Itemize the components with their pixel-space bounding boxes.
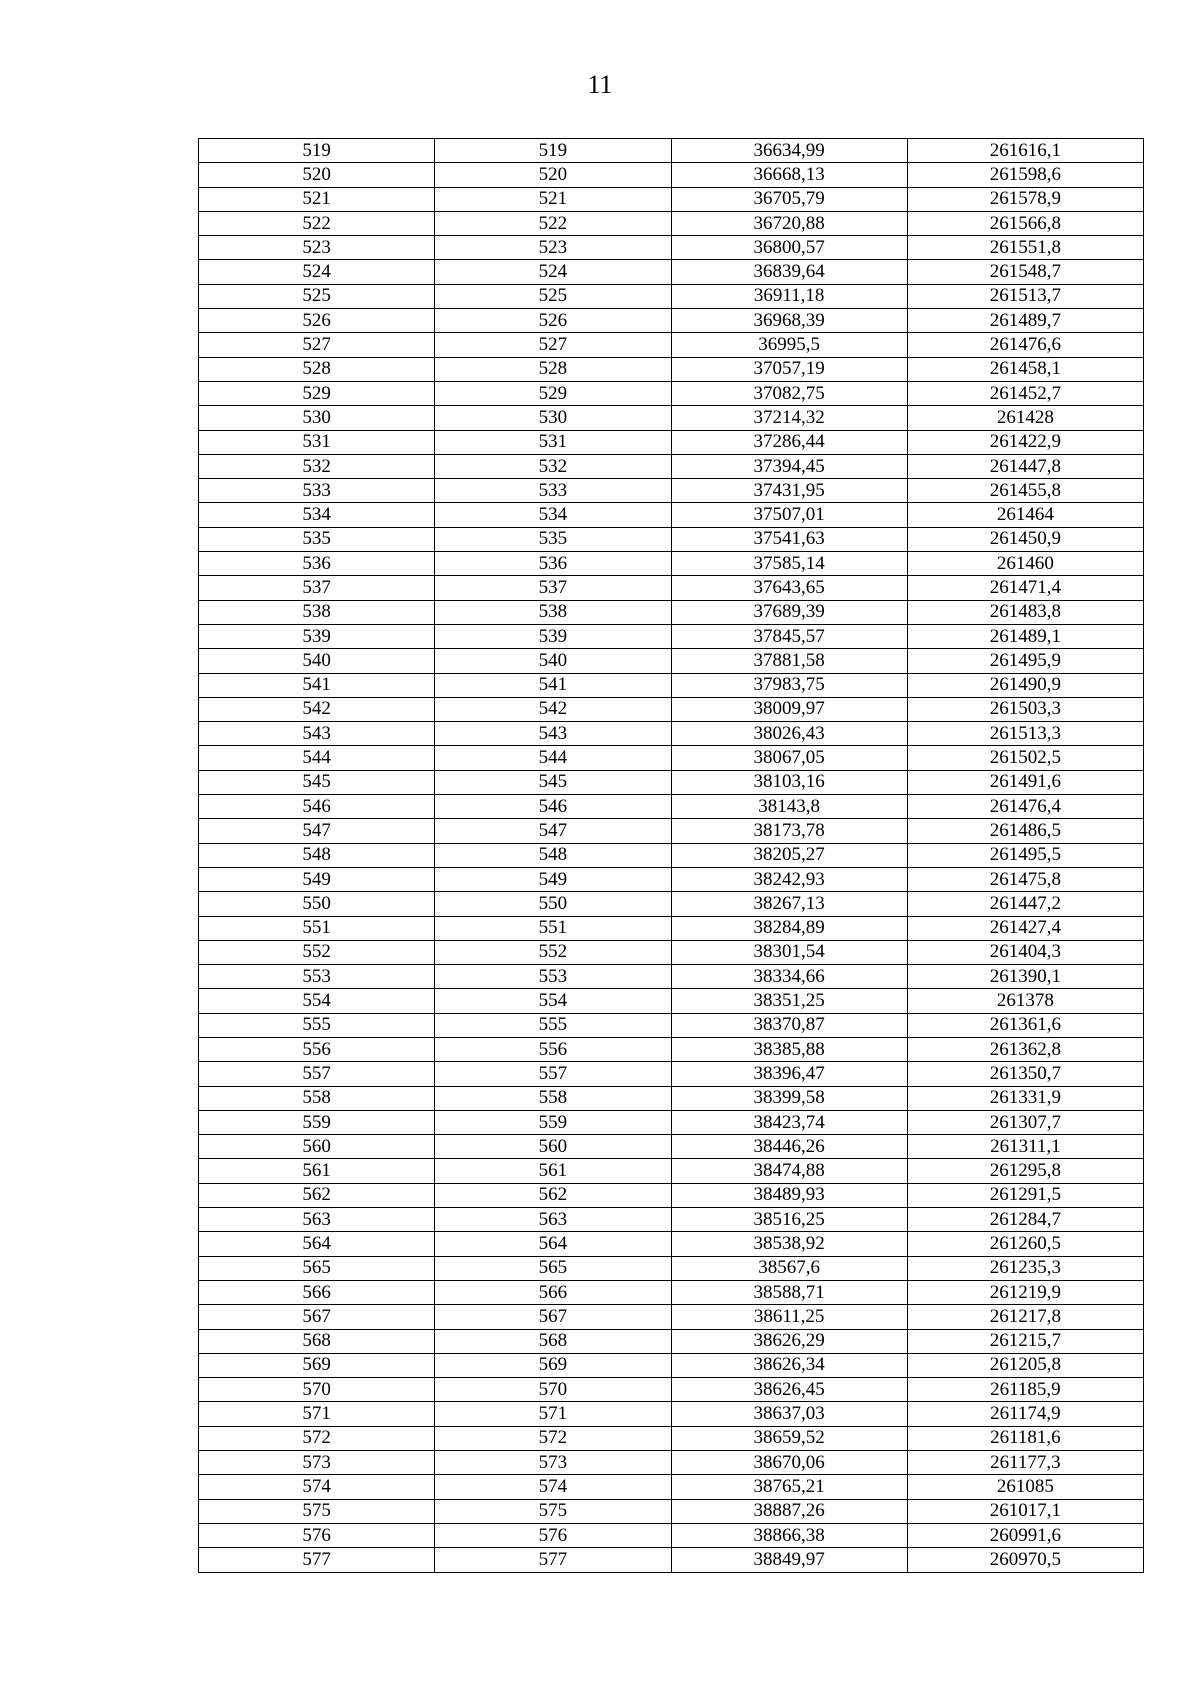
point-id-cell: 547 xyxy=(435,819,671,843)
table-row xyxy=(199,163,1144,187)
point-id-cell: 531 xyxy=(435,430,671,454)
x-coordinate-cell: 37983,75 xyxy=(671,673,907,697)
table-row xyxy=(199,867,1144,891)
point-number-cell: 548 xyxy=(199,843,435,867)
y-coordinate-cell: 261017,1 xyxy=(907,1499,1143,1523)
x-coordinate-cell: 38009,97 xyxy=(671,697,907,721)
point-id-cell: 521 xyxy=(435,187,671,211)
x-coordinate-cell: 36720,88 xyxy=(671,211,907,235)
table-row xyxy=(199,406,1144,430)
point-number-cell: 577 xyxy=(199,1548,435,1572)
table-row xyxy=(199,1305,1144,1329)
point-id-cell: 523 xyxy=(435,236,671,260)
point-id-cell: 560 xyxy=(435,1135,671,1159)
y-coordinate-cell: 261489,7 xyxy=(907,309,1143,333)
x-coordinate-cell: 38446,26 xyxy=(671,1135,907,1159)
table-row xyxy=(199,770,1144,794)
y-coordinate-cell: 261235,3 xyxy=(907,1256,1143,1280)
point-id-cell: 574 xyxy=(435,1475,671,1499)
point-id-cell: 554 xyxy=(435,989,671,1013)
point-number-cell: 552 xyxy=(199,940,435,964)
y-coordinate-cell: 261422,9 xyxy=(907,430,1143,454)
point-number-cell: 532 xyxy=(199,454,435,478)
table-row xyxy=(199,1232,1144,1256)
y-coordinate-cell: 261450,9 xyxy=(907,527,1143,551)
y-coordinate-cell: 260970,5 xyxy=(907,1548,1143,1572)
point-id-cell: 559 xyxy=(435,1110,671,1134)
x-coordinate-cell: 36800,57 xyxy=(671,236,907,260)
table-row xyxy=(199,333,1144,357)
point-id-cell: 565 xyxy=(435,1256,671,1280)
point-number-cell: 550 xyxy=(199,892,435,916)
point-number-cell: 571 xyxy=(199,1402,435,1426)
y-coordinate-cell: 261217,8 xyxy=(907,1305,1143,1329)
x-coordinate-cell: 38301,54 xyxy=(671,940,907,964)
point-id-cell: 541 xyxy=(435,673,671,697)
point-number-cell: 544 xyxy=(199,746,435,770)
table-row xyxy=(199,673,1144,697)
x-coordinate-cell: 37286,44 xyxy=(671,430,907,454)
x-coordinate-cell: 37214,32 xyxy=(671,406,907,430)
table-row xyxy=(199,1062,1144,1086)
point-number-cell: 569 xyxy=(199,1353,435,1377)
y-coordinate-cell: 261476,6 xyxy=(907,333,1143,357)
x-coordinate-cell: 36634,99 xyxy=(671,139,907,163)
point-number-cell: 540 xyxy=(199,649,435,673)
point-number-cell: 547 xyxy=(199,819,435,843)
point-id-cell: 555 xyxy=(435,1013,671,1037)
table-row xyxy=(199,649,1144,673)
x-coordinate-cell: 38370,87 xyxy=(671,1013,907,1037)
y-coordinate-cell: 261495,9 xyxy=(907,649,1143,673)
point-id-cell: 546 xyxy=(435,795,671,819)
x-coordinate-cell: 38474,88 xyxy=(671,1159,907,1183)
table-row xyxy=(199,892,1144,916)
point-number-cell: 559 xyxy=(199,1110,435,1134)
table-row xyxy=(199,1086,1144,1110)
y-coordinate-cell: 261548,7 xyxy=(907,260,1143,284)
point-number-cell: 524 xyxy=(199,260,435,284)
point-id-cell: 530 xyxy=(435,406,671,430)
y-coordinate-cell: 261486,5 xyxy=(907,819,1143,843)
x-coordinate-cell: 38205,27 xyxy=(671,843,907,867)
point-number-cell: 556 xyxy=(199,1037,435,1061)
point-id-cell: 577 xyxy=(435,1548,671,1572)
coordinates-table-body xyxy=(199,139,1144,1573)
table-row xyxy=(199,1159,1144,1183)
x-coordinate-cell: 36839,64 xyxy=(671,260,907,284)
x-coordinate-cell: 37394,45 xyxy=(671,454,907,478)
point-id-cell: 569 xyxy=(435,1353,671,1377)
point-id-cell: 539 xyxy=(435,624,671,648)
y-coordinate-cell: 261578,9 xyxy=(907,187,1143,211)
point-id-cell: 552 xyxy=(435,940,671,964)
table-row xyxy=(199,576,1144,600)
point-number-cell: 565 xyxy=(199,1256,435,1280)
table-row xyxy=(199,746,1144,770)
x-coordinate-cell: 37643,65 xyxy=(671,576,907,600)
point-id-cell: 529 xyxy=(435,381,671,405)
table-row xyxy=(199,1110,1144,1134)
y-coordinate-cell: 261616,1 xyxy=(907,139,1143,163)
point-id-cell: 568 xyxy=(435,1329,671,1353)
point-id-cell: 520 xyxy=(435,163,671,187)
y-coordinate-cell: 261260,5 xyxy=(907,1232,1143,1256)
point-number-cell: 549 xyxy=(199,867,435,891)
x-coordinate-cell: 36705,79 xyxy=(671,187,907,211)
page-number: 11 xyxy=(587,70,613,99)
table-row xyxy=(199,1451,1144,1475)
point-number-cell: 561 xyxy=(199,1159,435,1183)
y-coordinate-cell: 261513,7 xyxy=(907,284,1143,308)
table-row xyxy=(199,940,1144,964)
y-coordinate-cell: 261598,6 xyxy=(907,163,1143,187)
point-number-cell: 574 xyxy=(199,1475,435,1499)
y-coordinate-cell: 261404,3 xyxy=(907,940,1143,964)
table-row xyxy=(199,211,1144,235)
y-coordinate-cell: 261361,6 xyxy=(907,1013,1143,1037)
table-row xyxy=(199,697,1144,721)
point-number-cell: 538 xyxy=(199,600,435,624)
point-number-cell: 568 xyxy=(199,1329,435,1353)
table-row xyxy=(199,1548,1144,1572)
point-id-cell: 572 xyxy=(435,1426,671,1450)
table-row xyxy=(199,916,1144,940)
y-coordinate-cell: 261513,3 xyxy=(907,722,1143,746)
table-row xyxy=(199,1475,1144,1499)
x-coordinate-cell: 36911,18 xyxy=(671,284,907,308)
point-number-cell: 554 xyxy=(199,989,435,1013)
point-number-cell: 562 xyxy=(199,1183,435,1207)
y-coordinate-cell: 261219,9 xyxy=(907,1280,1143,1304)
y-coordinate-cell: 261177,3 xyxy=(907,1451,1143,1475)
point-id-cell: 562 xyxy=(435,1183,671,1207)
point-number-cell: 541 xyxy=(199,673,435,697)
x-coordinate-cell: 38626,34 xyxy=(671,1353,907,1377)
point-id-cell: 526 xyxy=(435,309,671,333)
x-coordinate-cell: 37541,63 xyxy=(671,527,907,551)
table-row xyxy=(199,819,1144,843)
point-number-cell: 566 xyxy=(199,1280,435,1304)
x-coordinate-cell: 37881,58 xyxy=(671,649,907,673)
y-coordinate-cell: 261427,4 xyxy=(907,916,1143,940)
y-coordinate-cell: 261460 xyxy=(907,552,1143,576)
point-id-cell: 553 xyxy=(435,965,671,989)
table-row xyxy=(199,1378,1144,1402)
table-row xyxy=(199,260,1144,284)
point-id-cell: 544 xyxy=(435,746,671,770)
x-coordinate-cell: 38351,25 xyxy=(671,989,907,1013)
table-row xyxy=(199,284,1144,308)
table-row xyxy=(199,357,1144,381)
y-coordinate-cell: 261085 xyxy=(907,1475,1143,1499)
point-id-cell: 525 xyxy=(435,284,671,308)
table-row xyxy=(199,1037,1144,1061)
x-coordinate-cell: 37845,57 xyxy=(671,624,907,648)
point-number-cell: 520 xyxy=(199,163,435,187)
y-coordinate-cell: 261390,1 xyxy=(907,965,1143,989)
y-coordinate-cell: 261331,9 xyxy=(907,1086,1143,1110)
point-id-cell: 564 xyxy=(435,1232,671,1256)
table-row xyxy=(199,722,1144,746)
table-row xyxy=(199,430,1144,454)
x-coordinate-cell: 38284,89 xyxy=(671,916,907,940)
y-coordinate-cell: 261215,7 xyxy=(907,1329,1143,1353)
point-number-cell: 522 xyxy=(199,211,435,235)
y-coordinate-cell: 261307,7 xyxy=(907,1110,1143,1134)
point-id-cell: 550 xyxy=(435,892,671,916)
y-coordinate-cell: 261362,8 xyxy=(907,1037,1143,1061)
point-id-cell: 558 xyxy=(435,1086,671,1110)
point-id-cell: 543 xyxy=(435,722,671,746)
point-number-cell: 560 xyxy=(199,1135,435,1159)
y-coordinate-cell: 261284,7 xyxy=(907,1208,1143,1232)
table-row xyxy=(199,479,1144,503)
table-row xyxy=(199,1329,1144,1353)
point-id-cell: 536 xyxy=(435,552,671,576)
y-coordinate-cell: 261428 xyxy=(907,406,1143,430)
x-coordinate-cell: 38659,52 xyxy=(671,1426,907,1450)
x-coordinate-cell: 38242,93 xyxy=(671,867,907,891)
point-number-cell: 531 xyxy=(199,430,435,454)
point-number-cell: 572 xyxy=(199,1426,435,1450)
point-number-cell: 537 xyxy=(199,576,435,600)
point-number-cell: 558 xyxy=(199,1086,435,1110)
table-row xyxy=(199,1135,1144,1159)
y-coordinate-cell: 260991,6 xyxy=(907,1523,1143,1547)
point-number-cell: 529 xyxy=(199,381,435,405)
point-id-cell: 561 xyxy=(435,1159,671,1183)
x-coordinate-cell: 38626,45 xyxy=(671,1378,907,1402)
x-coordinate-cell: 36995,5 xyxy=(671,333,907,357)
point-id-cell: 534 xyxy=(435,503,671,527)
point-number-cell: 539 xyxy=(199,624,435,648)
point-number-cell: 575 xyxy=(199,1499,435,1523)
point-number-cell: 551 xyxy=(199,916,435,940)
table-row xyxy=(199,381,1144,405)
x-coordinate-cell: 38489,93 xyxy=(671,1183,907,1207)
y-coordinate-cell: 261483,8 xyxy=(907,600,1143,624)
point-number-cell: 519 xyxy=(199,139,435,163)
point-number-cell: 555 xyxy=(199,1013,435,1037)
point-id-cell: 519 xyxy=(435,139,671,163)
y-coordinate-cell: 261447,2 xyxy=(907,892,1143,916)
point-number-cell: 543 xyxy=(199,722,435,746)
table-row xyxy=(199,503,1144,527)
x-coordinate-cell: 37057,19 xyxy=(671,357,907,381)
table-row xyxy=(199,843,1144,867)
x-coordinate-cell: 38670,06 xyxy=(671,1451,907,1475)
table-row xyxy=(199,624,1144,648)
point-number-cell: 525 xyxy=(199,284,435,308)
point-id-cell: 537 xyxy=(435,576,671,600)
table-row xyxy=(199,187,1144,211)
x-coordinate-cell: 37585,14 xyxy=(671,552,907,576)
x-coordinate-cell: 36968,39 xyxy=(671,309,907,333)
y-coordinate-cell: 261502,5 xyxy=(907,746,1143,770)
x-coordinate-cell: 38067,05 xyxy=(671,746,907,770)
point-number-cell: 545 xyxy=(199,770,435,794)
table-row xyxy=(199,527,1144,551)
table-row xyxy=(199,965,1144,989)
y-coordinate-cell: 261378 xyxy=(907,989,1143,1013)
point-id-cell: 528 xyxy=(435,357,671,381)
point-number-cell: 573 xyxy=(199,1451,435,1475)
y-coordinate-cell: 261490,9 xyxy=(907,673,1143,697)
y-coordinate-cell: 261495,5 xyxy=(907,843,1143,867)
x-coordinate-cell: 38611,25 xyxy=(671,1305,907,1329)
point-id-cell: 533 xyxy=(435,479,671,503)
x-coordinate-cell: 38334,66 xyxy=(671,965,907,989)
point-id-cell: 571 xyxy=(435,1402,671,1426)
point-number-cell: 536 xyxy=(199,552,435,576)
y-coordinate-cell: 261476,4 xyxy=(907,795,1143,819)
point-number-cell: 564 xyxy=(199,1232,435,1256)
table-row xyxy=(199,1402,1144,1426)
point-id-cell: 557 xyxy=(435,1062,671,1086)
point-id-cell: 567 xyxy=(435,1305,671,1329)
x-coordinate-cell: 38567,6 xyxy=(671,1256,907,1280)
table-row xyxy=(199,795,1144,819)
point-id-cell: 575 xyxy=(435,1499,671,1523)
x-coordinate-cell: 37431,95 xyxy=(671,479,907,503)
point-id-cell: 538 xyxy=(435,600,671,624)
point-number-cell: 535 xyxy=(199,527,435,551)
point-number-cell: 576 xyxy=(199,1523,435,1547)
y-coordinate-cell: 261491,6 xyxy=(907,770,1143,794)
y-coordinate-cell: 261464 xyxy=(907,503,1143,527)
y-coordinate-cell: 261455,8 xyxy=(907,479,1143,503)
coordinates-table xyxy=(198,138,1144,1573)
point-number-cell: 567 xyxy=(199,1305,435,1329)
point-number-cell: 553 xyxy=(199,965,435,989)
x-coordinate-cell: 38103,16 xyxy=(671,770,907,794)
point-id-cell: 545 xyxy=(435,770,671,794)
point-number-cell: 530 xyxy=(199,406,435,430)
table-row xyxy=(199,1353,1144,1377)
x-coordinate-cell: 37689,39 xyxy=(671,600,907,624)
point-number-cell: 526 xyxy=(199,309,435,333)
y-coordinate-cell: 261311,1 xyxy=(907,1135,1143,1159)
table-row xyxy=(199,1183,1144,1207)
y-coordinate-cell: 261350,7 xyxy=(907,1062,1143,1086)
x-coordinate-cell: 38173,78 xyxy=(671,819,907,843)
y-coordinate-cell: 261551,8 xyxy=(907,236,1143,260)
point-number-cell: 542 xyxy=(199,697,435,721)
x-coordinate-cell: 36668,13 xyxy=(671,163,907,187)
table-row xyxy=(199,236,1144,260)
point-id-cell: 540 xyxy=(435,649,671,673)
x-coordinate-cell: 37507,01 xyxy=(671,503,907,527)
point-number-cell: 521 xyxy=(199,187,435,211)
y-coordinate-cell: 261489,1 xyxy=(907,624,1143,648)
point-id-cell: 532 xyxy=(435,454,671,478)
x-coordinate-cell: 38385,88 xyxy=(671,1037,907,1061)
y-coordinate-cell: 261471,4 xyxy=(907,576,1143,600)
x-coordinate-cell: 38143,8 xyxy=(671,795,907,819)
y-coordinate-cell: 261185,9 xyxy=(907,1378,1143,1402)
point-number-cell: 534 xyxy=(199,503,435,527)
y-coordinate-cell: 261475,8 xyxy=(907,867,1143,891)
point-number-cell: 563 xyxy=(199,1208,435,1232)
y-coordinate-cell: 261291,5 xyxy=(907,1183,1143,1207)
table-row xyxy=(199,1280,1144,1304)
x-coordinate-cell: 38765,21 xyxy=(671,1475,907,1499)
y-coordinate-cell: 261181,6 xyxy=(907,1426,1143,1450)
table-row xyxy=(199,1523,1144,1547)
point-number-cell: 528 xyxy=(199,357,435,381)
point-id-cell: 542 xyxy=(435,697,671,721)
table-row xyxy=(199,1499,1144,1523)
point-id-cell: 576 xyxy=(435,1523,671,1547)
x-coordinate-cell: 38538,92 xyxy=(671,1232,907,1256)
x-coordinate-cell: 38516,25 xyxy=(671,1208,907,1232)
table-row xyxy=(199,309,1144,333)
table-row xyxy=(199,552,1144,576)
x-coordinate-cell: 38267,13 xyxy=(671,892,907,916)
x-coordinate-cell: 38637,03 xyxy=(671,1402,907,1426)
point-id-cell: 573 xyxy=(435,1451,671,1475)
point-number-cell: 527 xyxy=(199,333,435,357)
point-id-cell: 548 xyxy=(435,843,671,867)
x-coordinate-cell: 37082,75 xyxy=(671,381,907,405)
x-coordinate-cell: 38887,26 xyxy=(671,1499,907,1523)
table-row xyxy=(199,1013,1144,1037)
point-id-cell: 563 xyxy=(435,1208,671,1232)
point-number-cell: 557 xyxy=(199,1062,435,1086)
x-coordinate-cell: 38396,47 xyxy=(671,1062,907,1086)
y-coordinate-cell: 261458,1 xyxy=(907,357,1143,381)
point-number-cell: 546 xyxy=(199,795,435,819)
point-id-cell: 522 xyxy=(435,211,671,235)
table-row xyxy=(199,1426,1144,1450)
y-coordinate-cell: 261205,8 xyxy=(907,1353,1143,1377)
table-row xyxy=(199,139,1144,163)
point-id-cell: 524 xyxy=(435,260,671,284)
point-number-cell: 570 xyxy=(199,1378,435,1402)
point-id-cell: 551 xyxy=(435,916,671,940)
table-row xyxy=(199,989,1144,1013)
x-coordinate-cell: 38626,29 xyxy=(671,1329,907,1353)
table-row xyxy=(199,1208,1144,1232)
y-coordinate-cell: 261174,9 xyxy=(907,1402,1143,1426)
x-coordinate-cell: 38866,38 xyxy=(671,1523,907,1547)
point-id-cell: 570 xyxy=(435,1378,671,1402)
point-number-cell: 533 xyxy=(199,479,435,503)
table-row xyxy=(199,600,1144,624)
point-id-cell: 556 xyxy=(435,1037,671,1061)
point-id-cell: 549 xyxy=(435,867,671,891)
table-row xyxy=(199,1256,1144,1280)
x-coordinate-cell: 38026,43 xyxy=(671,722,907,746)
y-coordinate-cell: 261566,8 xyxy=(907,211,1143,235)
x-coordinate-cell: 38849,97 xyxy=(671,1548,907,1572)
point-id-cell: 566 xyxy=(435,1280,671,1304)
y-coordinate-cell: 261295,8 xyxy=(907,1159,1143,1183)
y-coordinate-cell: 261452,7 xyxy=(907,381,1143,405)
y-coordinate-cell: 261447,8 xyxy=(907,454,1143,478)
point-id-cell: 527 xyxy=(435,333,671,357)
table-row xyxy=(199,454,1144,478)
x-coordinate-cell: 38588,71 xyxy=(671,1280,907,1304)
x-coordinate-cell: 38423,74 xyxy=(671,1110,907,1134)
y-coordinate-cell: 261503,3 xyxy=(907,697,1143,721)
x-coordinate-cell: 38399,58 xyxy=(671,1086,907,1110)
point-number-cell: 523 xyxy=(199,236,435,260)
point-id-cell: 535 xyxy=(435,527,671,551)
